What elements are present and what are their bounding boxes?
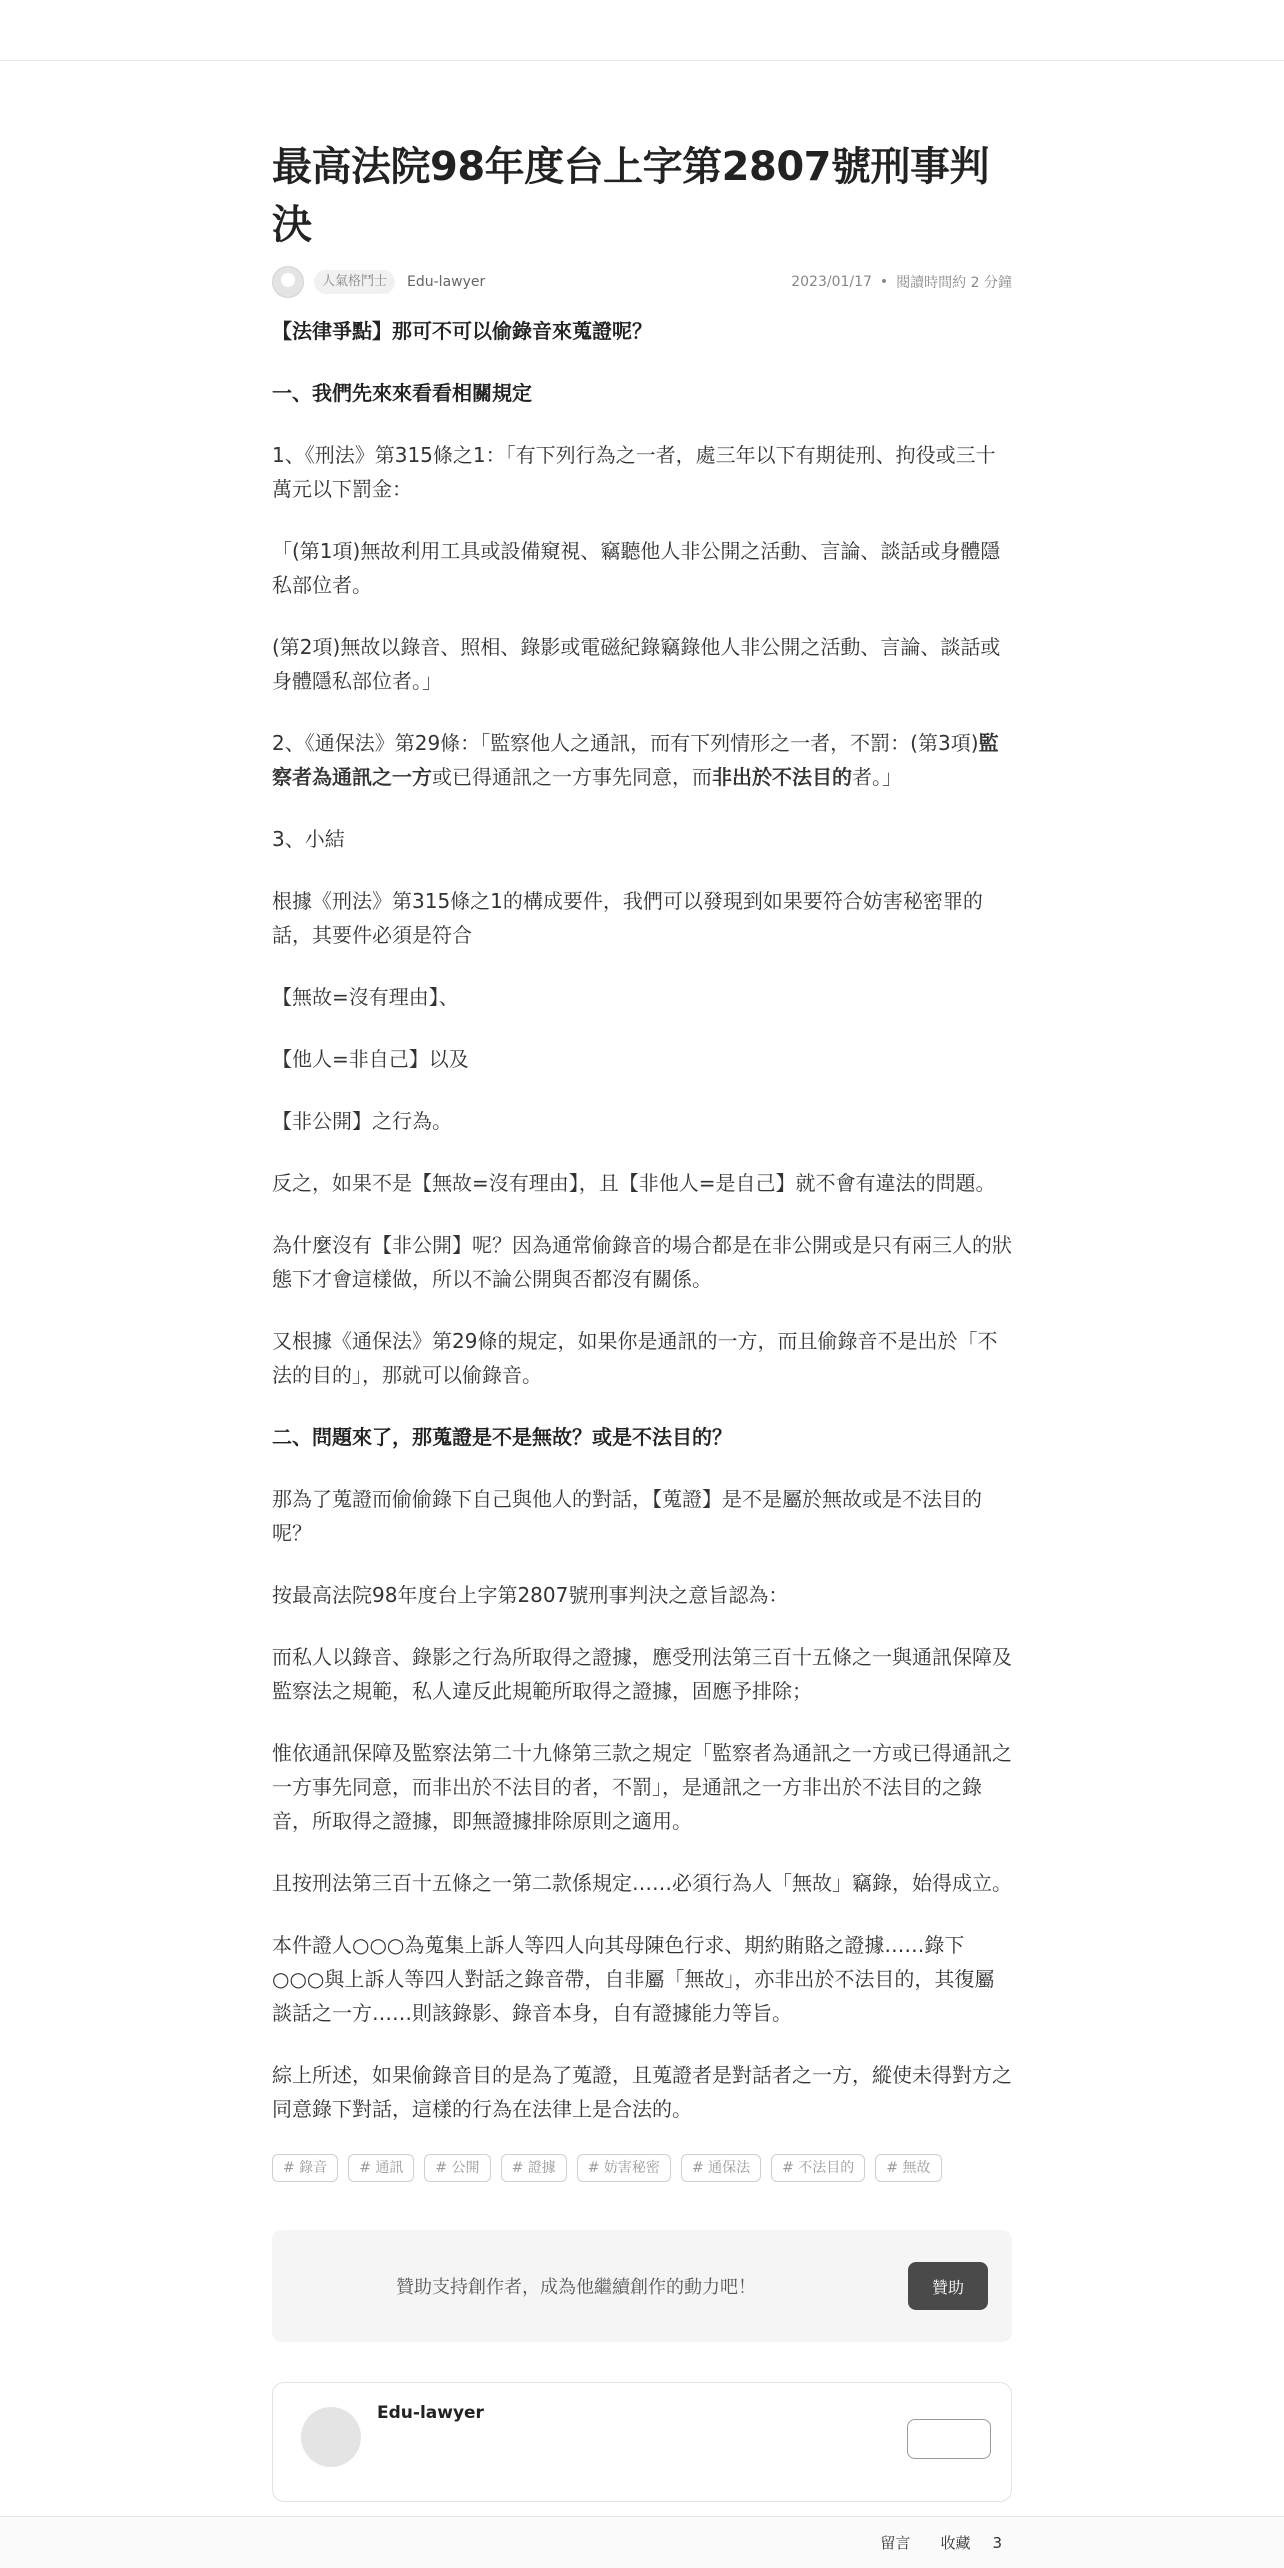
paragraph: 為什麼沒有【非公開】呢？因為通常偷錄音的場合都是在非公開或是只有兩三人的狀態下才會這樣做，所以不論公開與否都沒有關係。 [272, 1233, 1012, 1291]
comment-button[interactable]: 留言 [880, 2534, 911, 2552]
author-card [272, 2382, 1012, 2502]
paragraph: 惟依通訊保障及監察法第二十九條第三款之規定「監察者為通訊之一方或已得通訊之一方事先同意，而非出於不法目的者，不罰」，是通訊之一方非出於不法目的之錄音，所取得之證據，即無證據排除原則之適用。 [272, 1741, 1012, 1833]
paragraph: 「(第1項)無故利用工具或設備窺視、竊聽他人非公開之活動、言論、談話或身體隱私部位者。 [272, 539, 1001, 597]
sponsor-box [272, 2230, 1012, 2342]
tag-chip[interactable]: # 不法目的 [771, 2154, 865, 2182]
meta-separator: • [879, 274, 889, 290]
paragraph: 本件證人○○○為蒐集上訴人等四人向其母陳色行求、期約賄賂之證據……錄下○○○與上訴人等四人對話之錄音帶，自非屬「無故」，亦非出於不法目的，其復屬談話之一方……則該錄影、錄音本身，自有證據能力等旨。 [272, 1933, 995, 2025]
paragraph: (第2項)無故以錄音、照相、錄影或電磁紀錄竊錄他人非公開之活動、言論、談話或身體隱私部位者。」 [272, 635, 1001, 693]
paragraph-heading: 【法律爭點】那可不可以偷錄音來蒐證呢？ [272, 319, 652, 343]
paragraph: 根據《刑法》第315條之1的構成要件，我們可以發現到如果要符合妨害秘密罪的話，其要件必須是符合 [272, 889, 983, 947]
tag-chip[interactable]: # 妨害秘密 [577, 2154, 671, 2182]
paragraph: 【他人=非自己】以及 [272, 1047, 469, 1071]
text-span: 者。」 [852, 765, 902, 789]
tag-chip[interactable]: # 無故 [875, 2154, 941, 2182]
article [272, 138, 1012, 2502]
sponsor-text: 贊助支持創作者，成為他繼續創作的動力吧！ [396, 2277, 756, 2298]
top-navigation-bar [0, 0, 1284, 61]
paragraph: 3、小結 [272, 827, 345, 851]
tag-chip[interactable]: # 通訊 [348, 2154, 414, 2182]
paragraph: 1、《刑法》第315條之1：「有下列行為之一者，處三年以下有期徒刑、拘役或三十萬元以下罰金： [272, 443, 996, 501]
paragraph: 而私人以錄音、錄影之行為所取得之證據，應受刑法第三百十五條之一與通訊保障及監察法之規範，私人違反此規範所取得之證據，固應予排除； [272, 1645, 1012, 1703]
paragraph [272, 726, 1012, 794]
paragraph: 【無故=沒有理由】、 [272, 985, 459, 1009]
text-span: 或已得通訊之一方事先同意，而 [432, 765, 712, 789]
bottom-action-bar [0, 2516, 1284, 2568]
bold-text: 非出於不法目的 [712, 765, 852, 789]
follow-button[interactable] [907, 2419, 991, 2459]
article-title: 最高法院98年度台上字第2807號刑事判決 [272, 144, 989, 248]
paragraph-heading: 二、問題來了，那蒐證是不是無故？或是不法目的？ [272, 1425, 732, 1449]
author-card-name[interactable]: Edu-lawyer [377, 2403, 484, 2423]
like-count[interactable]: 3 [992, 2533, 1002, 2552]
paragraph-heading: 一、我們先來來看看相關規定 [272, 381, 532, 405]
tag-chip[interactable]: # 證據 [501, 2154, 567, 2182]
tag-chip[interactable]: # 錄音 [272, 2154, 338, 2182]
paragraph: 按最高法院98年度台上字第2807號刑事判決之意旨認為： [272, 1583, 789, 1607]
author-badge: 人氣格鬥士 [314, 270, 395, 294]
read-time: 閱讀時間約 2 分鐘 [896, 275, 1012, 291]
article-content [272, 314, 1012, 2126]
paragraph: 且按刑法第三百十五條之一第二款係規定……必須行為人「無故」竊錄，始得成立。 [272, 1871, 1012, 1895]
meta-right [791, 272, 1012, 292]
tag-chip[interactable]: # 公開 [424, 2154, 490, 2182]
text-span: 2、《通保法》第29條：「監察他人之通訊，而有下列情形之一者，不罰：(第3項) [272, 731, 979, 755]
bold-text: 監察者為通訊之一方 [272, 731, 999, 789]
paragraph: 那為了蒐證而偷偷錄下自己與他人的對話，【蒐證】是不是屬於無故或是不法目的呢？ [272, 1487, 982, 1545]
paragraph: 反之，如果不是【無故=沒有理由】，且【非他人=是自己】就不會有違法的問題。 [272, 1171, 996, 1195]
paragraph: 綜上所述，如果偷錄音目的是為了蒐證，且蒐證者是對話者之一方，縱使未得對方之同意錄下對話，這樣的行為在法律上是合法的。 [272, 2063, 1012, 2121]
sponsor-button[interactable]: 贊助 [908, 2262, 988, 2310]
paragraph: 【非公開】之行為。 [272, 1109, 452, 1133]
publish-date: 2023/01/17 [791, 274, 872, 290]
article-meta [272, 264, 1012, 300]
author-name-link[interactable]: Edu-lawyer [407, 274, 486, 290]
bookmark-button[interactable]: 收藏 [940, 2534, 971, 2552]
tag-chip[interactable]: # 通保法 [681, 2154, 761, 2182]
author-avatar[interactable] [272, 266, 304, 298]
tag-list [272, 2154, 1012, 2182]
paragraph: 又根據《通保法》第29條的規定，如果你是通訊的一方，而且偷錄音不是出於「不法的目的」，那就可以偷錄音。 [272, 1329, 998, 1387]
author-card-avatar[interactable] [301, 2407, 361, 2467]
